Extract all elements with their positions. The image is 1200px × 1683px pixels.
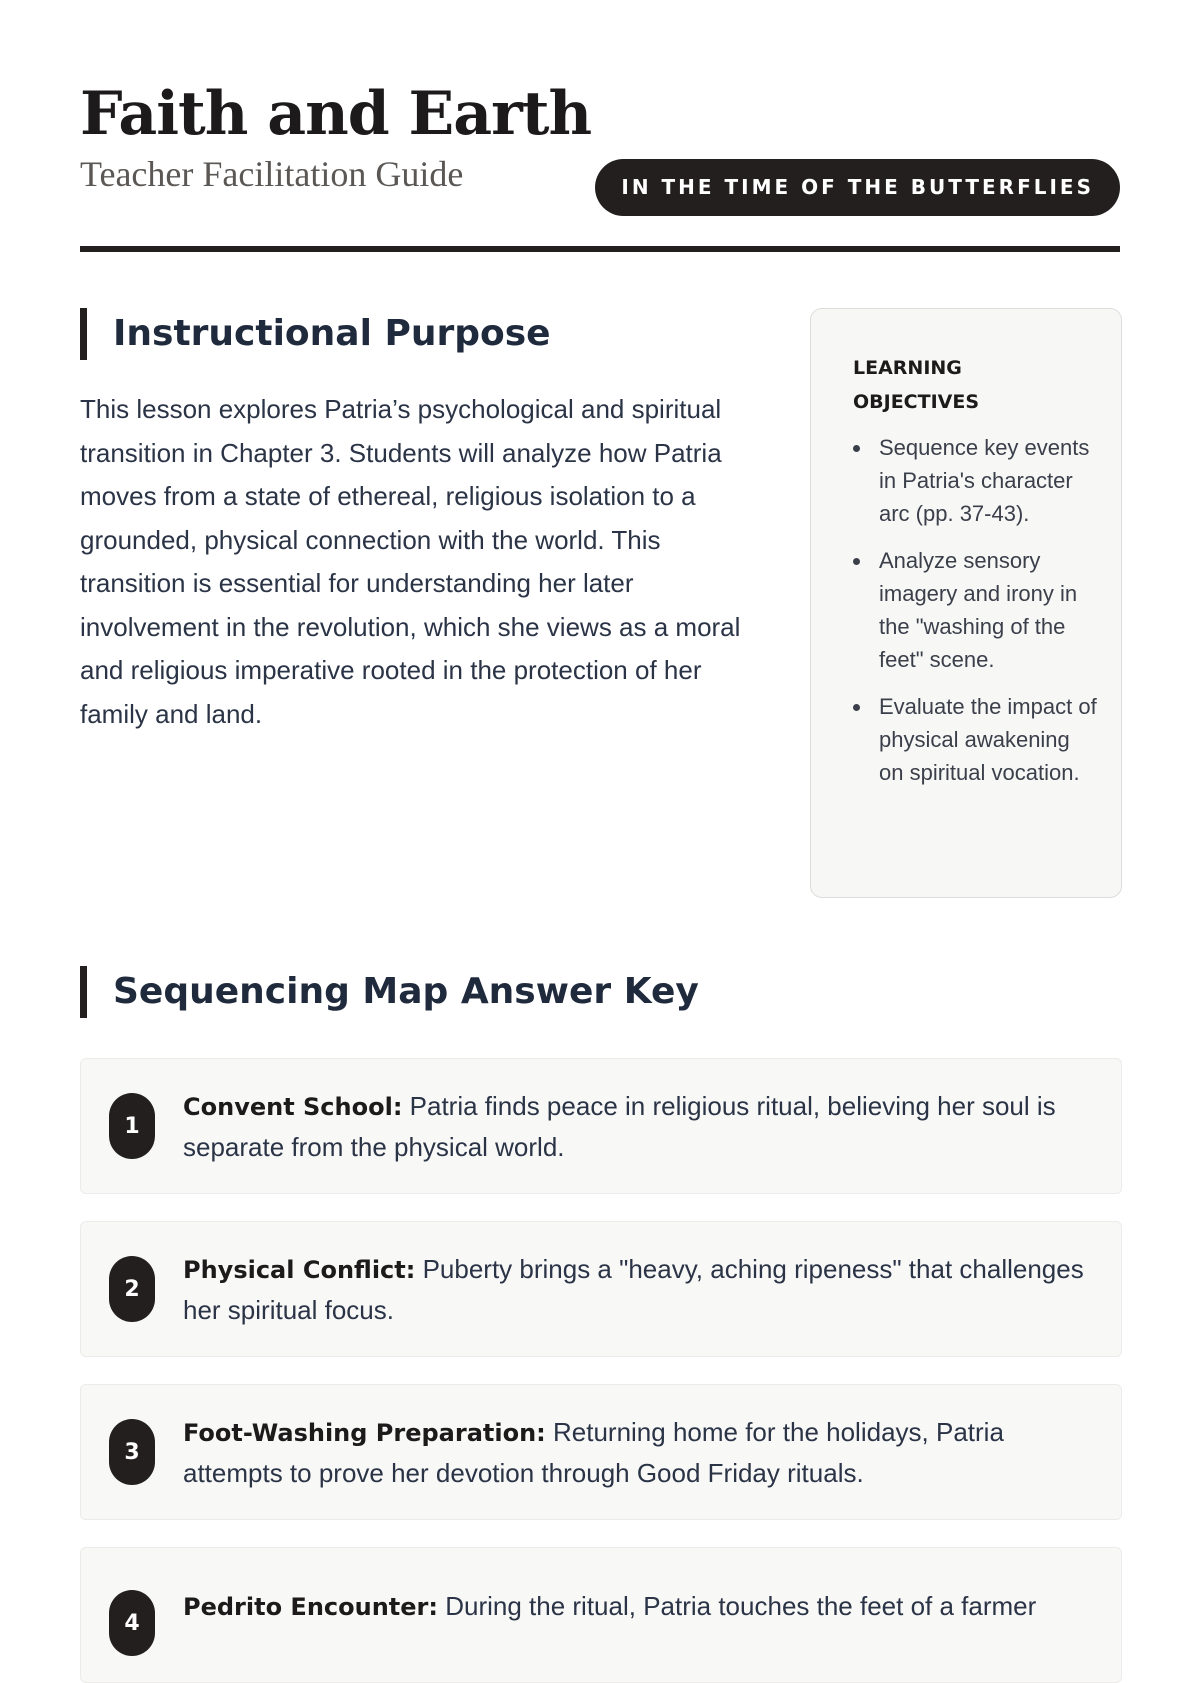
sequence-text: [183, 1412, 1091, 1493]
objective-text: Evaluate the impact of physical awakening on spiritual vocation.: [879, 694, 1097, 785]
sequence-card: [80, 1058, 1122, 1194]
objective-text: Analyze sensory imagery and irony in the "washing of the feet" scene.: [879, 548, 1078, 672]
objective-item: [853, 544, 1097, 676]
purpose-heading: Instructional Purpose: [80, 308, 551, 360]
book-title-badge: IN THE TIME OF THE BUTTERFLIES: [595, 159, 1120, 216]
bullet-icon: [853, 704, 860, 711]
sequence-label: Convent School:: [183, 1092, 403, 1121]
objectives-list: [853, 431, 1097, 789]
bullet-icon: [853, 445, 860, 452]
sequence-number: 3: [109, 1419, 155, 1485]
sequence-label: Physical Conflict:: [183, 1255, 416, 1284]
sequence-text: [183, 1249, 1091, 1330]
page-title: Faith and Earth: [80, 79, 592, 149]
objective-item: [853, 431, 1097, 530]
sequence-card: [80, 1221, 1122, 1357]
learning-objectives-panel: [810, 308, 1122, 898]
sequence-description: Patria finds peace in religious ritual, believing her soul is separate from the physical world.: [183, 1090, 1056, 1162]
sequence-card: [80, 1547, 1122, 1683]
page-subtitle: Teacher Facilitation Guide: [80, 154, 464, 194]
sequence-label: Foot-Washing Preparation:: [183, 1418, 546, 1447]
objective-text: Sequence key events in Patria's character arc (pp. 37-43).: [879, 435, 1090, 526]
sequence-text: [183, 1586, 1036, 1627]
purpose-body: This lesson explores Patria’s psychological and spiritual transition in Chapter 3. Students will analyze how Patria moves from a state of ethereal, religious isolation to a grounded, physical connection with the world. This transition is essential for understanding her later involvement in the revolution, which she views as a moral and religious imperative rooted in the protection of her family and land.: [80, 394, 741, 729]
bullet-icon: [853, 558, 860, 565]
sequence-number: 2: [109, 1256, 155, 1322]
sequence-label: Pedrito Encounter:: [183, 1593, 438, 1621]
sequence-card: [80, 1384, 1122, 1520]
objectives-title: LEARNING OBJECTIVES: [853, 357, 980, 413]
sequence-text: [183, 1086, 1091, 1167]
objective-item: [853, 690, 1097, 789]
header-divider: [80, 246, 1120, 252]
sequence-number: 4: [109, 1590, 155, 1656]
header: [80, 78, 1120, 254]
sequence-heading: Sequencing Map Answer Key: [80, 966, 699, 1018]
sequence-number: 1: [109, 1093, 155, 1159]
sequence-description: Returning home for the holidays, Patria attempts to prove her devotion through Good Friday rituals.: [183, 1416, 1004, 1488]
sequence-description: Puberty brings a "heavy, aching ripeness" that challenges her spiritual focus.: [183, 1253, 1084, 1325]
sequence-description: During the ritual, Patria touches the feet of a farmer: [437, 1591, 1037, 1621]
